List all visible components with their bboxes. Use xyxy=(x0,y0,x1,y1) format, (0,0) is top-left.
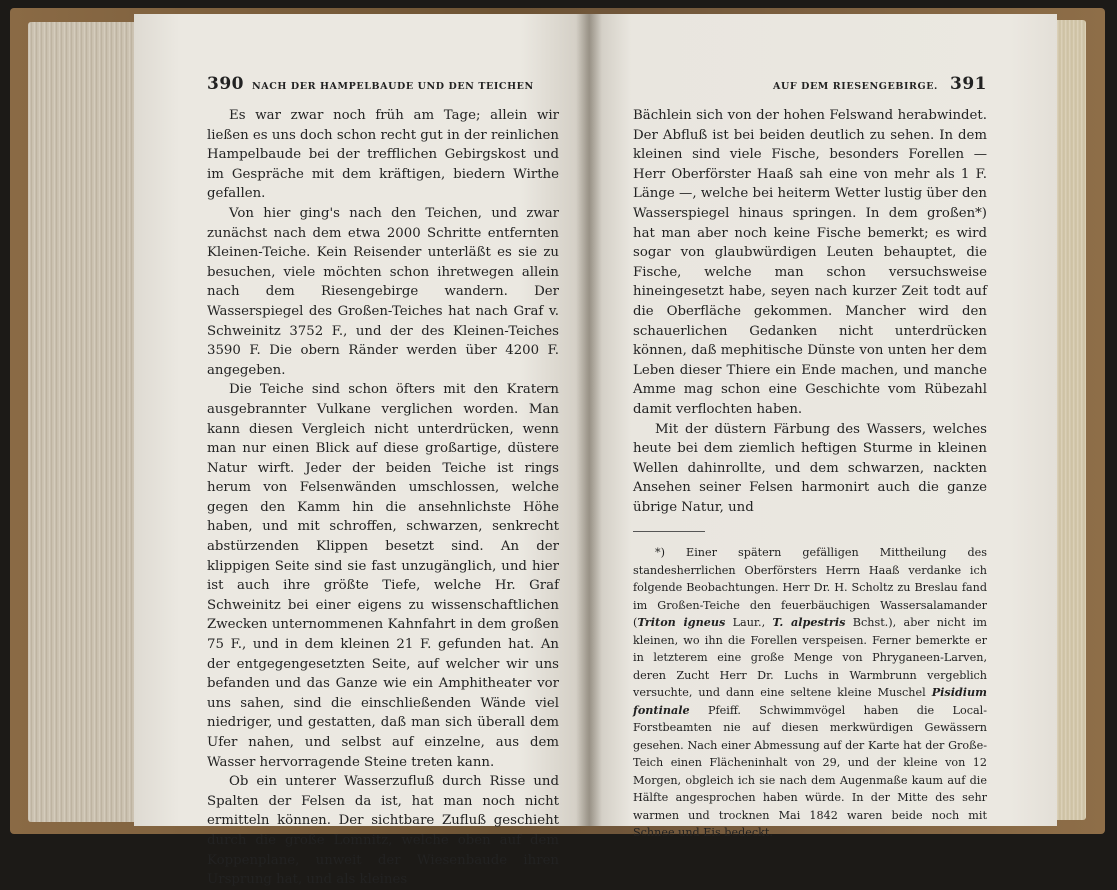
page-edges-left xyxy=(28,22,138,822)
footnote xyxy=(633,544,987,842)
left-body-text xyxy=(207,106,559,890)
right-running-title: AUF DEM RIESENGEBIRGE. xyxy=(773,81,938,92)
left-page-number: 390 xyxy=(207,74,244,94)
left-page xyxy=(134,14,589,888)
paragraph: Mit der düstern Färbung des Wassers, welches heute bei dem ziemlich heftigen Sturme in kleinen Wellen dahinrollte, und dem schwarzen, nackten Ansehen seiner Felsen harmonirt auch die ganze übrige Natur, und xyxy=(633,421,987,515)
right-body-text xyxy=(633,106,987,517)
left-running-head xyxy=(207,74,559,98)
footnote-text: Bchst.), aber nicht im kleinen, wo ihn die Forellen verspeisen. Ferner bemerkte er in letzterem eine große Menge von Phryganeen-Larven, deren Zucht Herr Dr. Luchs in Warmbrunn vergeblich versuchte, und dann eine seltene kleine Muschel xyxy=(633,616,988,700)
right-page xyxy=(589,14,1057,840)
paragraph: Von hier ging's nach den Teichen, und zwar zunächst nach dem etwa 2000 Schritte entfernten Kleinen-Teiche. Kein Reisender unterläßt es sie zu besuchen, viele möchten schon ihretwegen allein nach dem Riesengebirge wandern. Der Wasserspiegel des Großen-Teiches hat nach Graf v. Schweinitz 3752 F., und der des Kleinen-Teiches 3590 F. Die obern Ränder werden über 4200 F. angegeben. xyxy=(207,205,559,378)
right-page-number: 391 xyxy=(950,74,987,94)
paragraph: Die Teiche sind schon öfters mit den Kratern ausgebrannter Vulkane verglichen worden. Man kann diesen Vergleich nicht unterdrücken, wenn man nur einen Blick auf diese großartige, düstere Natur wirft. Jeder der beiden Teiche ist rings herum von Felsenwänden umschlossen, welche gegen den Kamm hin die ansehnlichste Höhe haben, und mit schroffen, schwarzen, senkrecht abstürzenden Klippen besetzt sind. An der klippigen Seite sind sie fast unzugänglich, und hier ist auch ihre größte Tiefe, welche Hr. Graf Schweinitz bei einer eigens zu wissenschaftlichen Zwecken unternommenen Kahnfahrt in dem großen 75 F., und in dem kleinen 21 F. gefunden hat. An der entgegengesetzten Seite, auf welcher wir uns befanden und das Ganze wie ein Amphitheater vor uns sahen, sind die einschließenden Wände viel niedriger, und gestatten, daß man sich überall dem Ufer nahen, und selbst auf einzelne, aus dem Wasser hervorragende Steine treten kann. xyxy=(207,382,559,770)
left-running-title: NACH DER HAMPELBAUDE UND DEN TEICHEN xyxy=(252,81,534,92)
paragraph: Es war zwar noch früh am Tage; allein wir ließen es uns doch schon recht gut in der reinlichen Hampelbaude bei der trefflichen Gebirgskost und im Gespräche mit dem kräftigen, biedern Wirthe gefallen. xyxy=(207,108,559,202)
footnote-italic: T. alpestris xyxy=(772,615,846,630)
footnote-italic: Triton igneus xyxy=(637,615,726,630)
right-running-head xyxy=(633,74,987,98)
footnote-text: *) Einer spätern gefälligen Mittheilung des standesherrlichen Oberförsters Herrn Haaß verdanke ich folgende Beobachtungen. Herr Dr. H. Scholtz zu Breslau fand im Großen-Teiche den feuerbäuchigen Wassersalamander ( xyxy=(633,546,987,630)
footnote-text: Pfeiff. Schwimmvögel haben die Local-Forstbeamten nie auf diesen merkwürdigen Gewässern gesehen. Nach einer Abmessung auf der Karte hat der Große-Teich einen Flächeninhalt von 29, und der kleine von 12 Morgen, obgleich ich sie nach dem Augenmaße kaum auf die Hälfte angesprochen haben würde. In der Mitte des sehr warmen und trocknen Mai 1842 waren beide noch mit Schnee und Eis bedeckt. xyxy=(633,703,987,840)
footnote-italic: Pisidium fontinale xyxy=(633,685,987,717)
paragraph: Ob ein unterer Wasserzufluß durch Risse und Spalten der Felsen da ist, hat man noch nicht ermitteln können. Der sichtbare Zufluß geschieht durch die große Lomnitz, welche oben auf dem Koppenplane, unweit der Wiesenbaude ihren Ursprung hat, und als kleines xyxy=(207,774,559,888)
footnote-text: Laur., xyxy=(725,616,773,630)
footnote-divider xyxy=(633,531,705,532)
paragraph: Bächlein sich von der hohen Felswand herabwindet. Der Abfluß ist bei beiden deutlich zu sehen. In dem kleinen sind viele Fische, besonders Forellen — Herr Oberförster Haaß sah eine von mehr als 1 F. Länge —, welche bei heiterm Wetter lustig über den Wasserspiegel hinaus springen. In dem großen*) hat man aber noch keine Fische bemerkt; es wird sogar von glaubwürdigen Leuten behauptet, die Fische, welche man schon versuchsweise hineingesetzt habe, seyen nach kurzer Zeit todt auf die Oberfläche gekommen. Mancher wird den schauerlichen Gedanken nicht unterdrücken können, daß mephitische Dünste von unten her dem Leben dieser Thiere ein Ende machen, und manche Amme mag schon eine Geschichte vom Rübezahl damit verflochten haben. xyxy=(633,108,987,417)
